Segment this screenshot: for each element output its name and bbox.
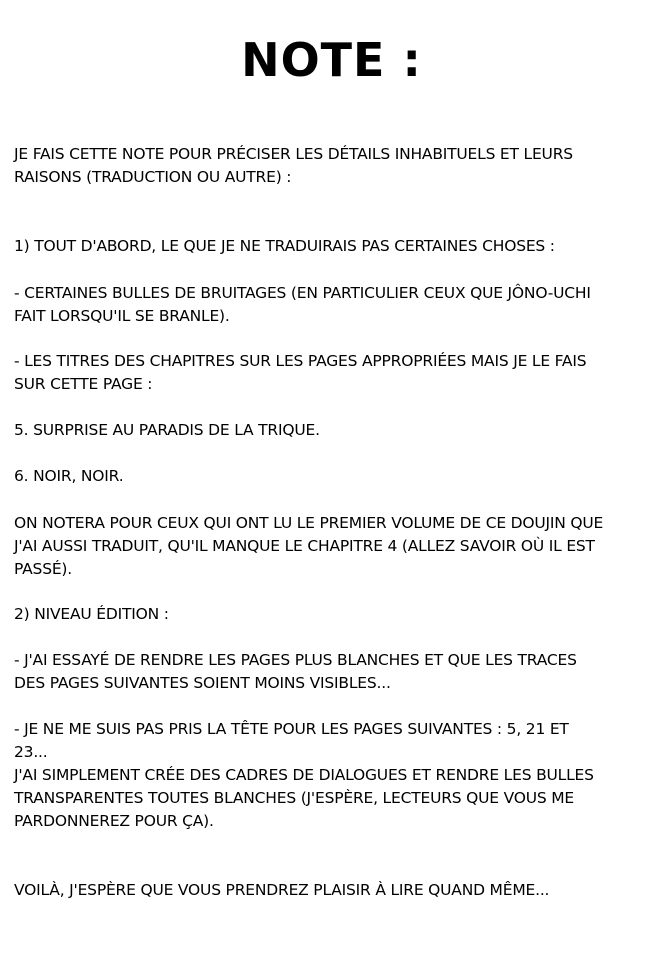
text-line: RAISONS (TRADUCTION OU AUTRE) : — [14, 168, 292, 186]
text-line: 1) TOUT D'ABORD, LE QUE JE NE TRADUIRAIS PAS CERTAINES CHOSES : — [14, 237, 555, 255]
paragraph-chapter-6 — [14, 465, 654, 488]
text-line: JE FAIS CETTE NOTE POUR PRÉCISER LES DÉTAILS INHABITUELS ET LEURS — [14, 145, 573, 163]
paragraph-following-pages — [14, 718, 654, 833]
text-line: - JE NE ME SUIS PAS PRIS LA TÊTE POUR LES PAGES SUIVANTES : 5, 21 ET — [14, 720, 569, 738]
text-line: - J'AI ESSAYÉ DE RENDRE LES PAGES PLUS BLANCHES ET QUE LES TRACES — [14, 651, 577, 669]
page-title: NOTE : — [241, 33, 422, 87]
text-line: VOILÀ, J'ESPÈRE QUE VOUS PRENDREZ PLAISIR À LIRE QUAND MÊME... — [14, 881, 550, 899]
text-line: PARDONNEREZ POUR ÇA). — [14, 812, 214, 830]
paragraph-chapter-4-missing — [14, 512, 654, 581]
paragraph-intro — [14, 143, 654, 189]
paragraph-closing — [14, 879, 654, 902]
text-line: 6. NOIR, NOIR. — [14, 467, 124, 485]
paragraph-chapter-5 — [14, 419, 654, 442]
paragraph-whiter-pages — [14, 649, 654, 695]
text-line: J'AI SIMPLEMENT CRÉE DES CADRES DE DIALOGUES ET RENDRE LES BULLES — [14, 766, 594, 784]
text-line: 23... — [14, 743, 48, 761]
paragraph-point-1 — [14, 235, 654, 258]
text-line: - CERTAINES BULLES DE BRUITAGES (EN PARTICULIER CEUX QUE JÔNO-UCHI — [14, 284, 591, 302]
text-line: J'AI AUSSI TRADUIT, QU'IL MANQUE LE CHAPITRE 4 (ALLEZ SAVOIR OÙ IL EST — [14, 537, 595, 555]
text-line: ON NOTERA POUR CEUX QUI ONT LU LE PREMIER VOLUME DE CE DOUJIN QUE — [14, 514, 604, 532]
text-line: TRANSPARENTES TOUTES BLANCHES (J'ESPÈRE, LECTEURS QUE VOUS ME — [14, 789, 575, 807]
text-line: SUR CETTE PAGE : — [14, 375, 153, 393]
text-line: DES PAGES SUIVANTES SOIENT MOINS VISIBLES... — [14, 674, 391, 692]
text-line: - LES TITRES DES CHAPITRES SUR LES PAGES APPROPRIÉES MAIS JE LE FAIS — [14, 352, 587, 370]
paragraph-sound-effects — [14, 282, 654, 328]
text-line: 2) NIVEAU ÉDITION : — [14, 605, 169, 623]
paragraph-chapter-titles — [14, 350, 654, 396]
text-line: PASSÉ). — [14, 560, 73, 578]
text-line: 5. SURPRISE AU PARADIS DE LA TRIQUE. — [14, 421, 320, 439]
paragraph-point-2 — [14, 603, 654, 626]
text-line: FAIT LORSQU'IL SE BRANLE). — [14, 307, 230, 325]
